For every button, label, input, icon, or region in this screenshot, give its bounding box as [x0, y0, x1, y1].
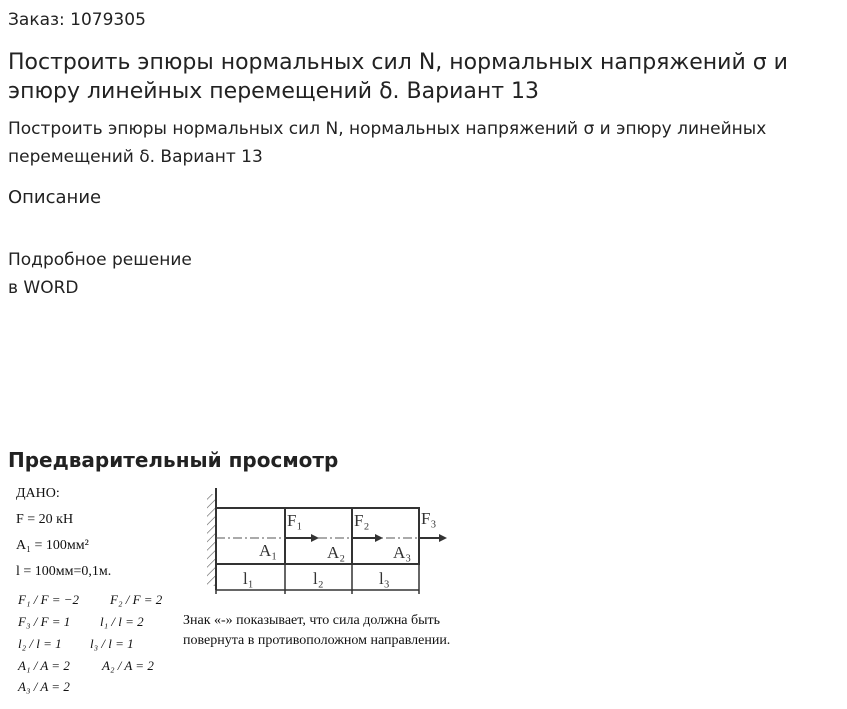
- label-a1: A₁: [259, 541, 278, 560]
- given-heading: ДАНО:: [16, 486, 60, 501]
- bar-outline: [216, 508, 419, 564]
- force-arrowhead-f2: [375, 534, 383, 542]
- ratio-a1: A₁ / A = 2: [18, 658, 70, 673]
- wall-hatching: [207, 494, 216, 586]
- label-f1: F₁: [287, 511, 303, 530]
- label-l1: l₁: [243, 569, 254, 588]
- preview-heading: Предварительный просмотр: [8, 448, 339, 472]
- ratio-f1: F₁ / F = −2: [18, 592, 80, 607]
- label-a3: A₃: [393, 543, 412, 562]
- force-arrowhead-f1: [311, 534, 319, 542]
- label-a2: A₂: [327, 543, 346, 562]
- sign-note-line2: повернута в противоположном направлении.: [183, 633, 451, 648]
- ratio-f3: F₃ / F = 1: [18, 614, 71, 629]
- ratio-f2: F₂ / F = 2: [110, 592, 163, 607]
- ratio-a2: A₂ / A = 2: [102, 658, 154, 673]
- ratio-l1: l₁ / l = 2: [100, 614, 144, 629]
- solution-format: в WORD: [8, 278, 79, 298]
- given-length: l = 100мм=0,1м.: [16, 564, 112, 579]
- sign-note-line1: Знак «-» показывает, что сила должна быть: [183, 613, 441, 628]
- order-number: Заказ: 1079305: [8, 10, 146, 30]
- solution-note: Подробное решение: [8, 250, 192, 270]
- preview-image: [0, 478, 847, 709]
- given-force: F = 20 кН: [16, 512, 74, 527]
- task-description: Построить эпюры нормальных сил N, нормальных напряжений σ и эпюру линейных перемещений δ. Вариант 13: [8, 119, 767, 167]
- bar-diagram: [205, 484, 455, 596]
- label-l2: l₂: [313, 569, 324, 588]
- force-arrowhead-f3: [439, 534, 447, 542]
- label-f2: F₂: [354, 511, 370, 530]
- page-title: Построить эпюры нормальных сил N, нормальных напряжений σ и эпюру линейных перемещений δ. Вариант 13: [8, 50, 788, 104]
- ratio-l3: l₃ / l = 1: [90, 636, 134, 651]
- ratio-a3: A₃ / A = 2: [18, 679, 70, 694]
- description-heading: Описание: [8, 187, 102, 208]
- ratio-l2: l₂ / l = 1: [18, 636, 62, 651]
- label-f3: F₃: [421, 509, 437, 528]
- given-area: A₁ = 100мм²: [16, 538, 89, 553]
- label-l3: l₃: [379, 569, 390, 588]
